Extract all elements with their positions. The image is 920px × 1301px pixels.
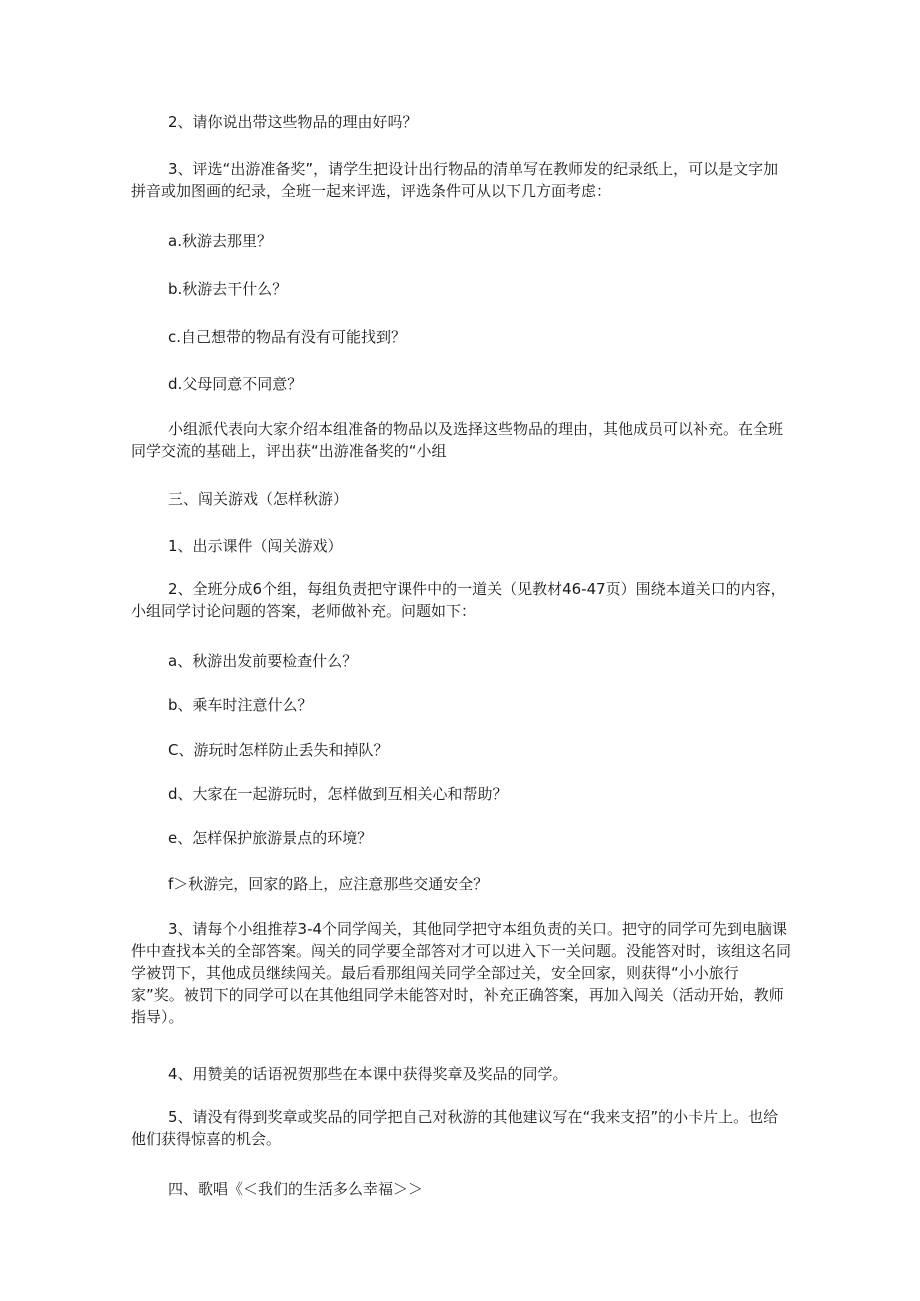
paragraph-10: 2、全班分成6个组，每组负责把守课件中的一道关（见教材46-47页）围绕本道关口的内容，小组同学讨论问题的答案，老师做补充。问题如下： (131, 580, 786, 620)
paragraph-18: 4、用赞美的话语祝贺那些在本课中获得奖章及奖品的同学。 (168, 1065, 568, 1083)
paragraph-11: a、秋游出发前要检查什么？ (168, 652, 358, 670)
paragraph-15: e、怎样保护旅游景点的环境？ (168, 829, 373, 847)
paragraph-9: 1、出示课件（闯关游戏） (168, 537, 343, 555)
paragraph-19: 5、请没有得到奖章或奖品的同学把自己对秋游的其他建议写在“我来支招”的小卡片上。也给他们获得惊喜的机会。 (131, 1108, 779, 1148)
section-heading-3: 三、闯关游戏（怎样秋游） (168, 490, 349, 508)
paragraph-6: d.父母同意不同意？ (168, 375, 303, 393)
paragraph-16: f＞秋游完，回家的路上，应注意那些交通安全？ (168, 875, 489, 893)
paragraph-1: 2、请你说出带这些物品的理由好吗？ (168, 113, 418, 131)
paragraph-17: 3、请每个小组推荐3-4个同学闯关，其他同学把守本组负责的关口。把守的同学可先到电脑课件中查找本关的全部答案。闯关的同学要全部答对才可以进入下一关问题。没能答对时，该组这名同学被罚下，其他成员继续闯关。最后看那组闯关同学全部过关，安全回家，则获得“小小旅行家”奖。被罚下的同学可以在其他组同学未能答对时，补充正确答案，再加入闯关（活动开始，教师指导）。 (131, 920, 792, 1026)
paragraph-3: a.秋游去那里？ (168, 232, 272, 250)
paragraph-5: c.自己想带的物品有没有可能找到？ (168, 328, 407, 346)
paragraph-2: 3、评选“出游准备奖”，请学生把设计出行物品的清单写在教师发的纪录纸上，可以是文字加拼音或加图画的纪录，全班一起来评选，评选条件可从以下几方面考虑： (131, 160, 779, 200)
paragraph-13: C、游玩时怎样防止丢失和掉队？ (168, 741, 389, 759)
paragraph-7: 小组派代表向大家介绍本组准备的物品以及选择这些物品的理由，其他成员可以补充。在全班同学交流的基础上，评出获“出游准备奖的“小组 (131, 420, 784, 460)
section-heading-4: 四、歌唱《＜我们的生活多么幸福＞＞ (168, 1180, 424, 1198)
paragraph-14: d、大家在一起游玩时，怎样做到互相关心和帮助？ (168, 785, 508, 803)
paragraph-12: b、乘车时注意什么？ (168, 696, 313, 714)
paragraph-4: b.秋游去干什么？ (168, 280, 288, 298)
